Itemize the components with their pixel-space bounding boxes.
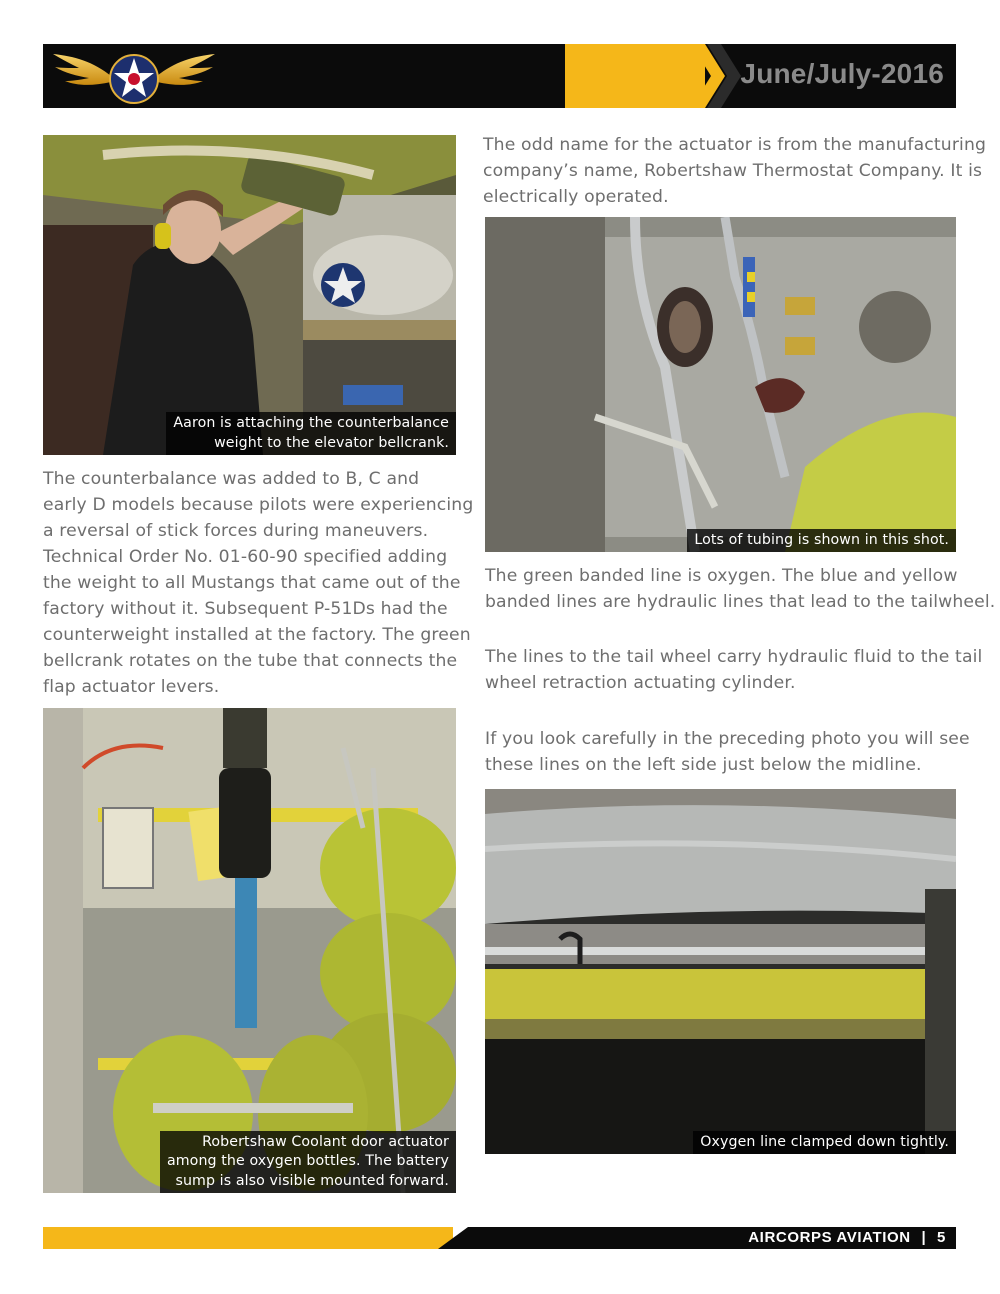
header-accent-band xyxy=(565,44,705,108)
caption-line: Oxygen line clamped down tightly. xyxy=(700,1133,949,1150)
photo-aaron-bellcrank xyxy=(43,135,456,455)
footer-accent-band xyxy=(43,1227,453,1249)
text-line: company’s name, Robertshaw Thermostat Company. It is xyxy=(483,161,983,181)
winged-star-roundel-icon xyxy=(49,46,219,106)
text-line: flap actuator levers. xyxy=(43,677,220,697)
text-line: these lines on the left side just below the midline. xyxy=(485,755,922,775)
caption-line: sump is also visible mounted forward. xyxy=(175,1172,449,1189)
text-line: banded lines are hydraulic lines that lead to the tailwheel. xyxy=(485,592,996,612)
photo-oxygen-image xyxy=(485,789,956,1154)
text-line: The odd name for the actuator is from the manufacturing xyxy=(483,135,987,155)
text-line: Technical Order No. 01-60-90 specified adding xyxy=(43,547,448,567)
photo-caption xyxy=(687,529,956,553)
caption-line: weight to the elevator bellcrank. xyxy=(214,434,449,451)
photo-oxygen-line xyxy=(485,789,956,1154)
page-header xyxy=(43,44,956,108)
photo-coolant-image xyxy=(43,708,456,1193)
text-line: electrically operated. xyxy=(483,187,669,207)
photo-caption xyxy=(160,1131,456,1194)
text-line: factory without it. Subsequent P-51Ds had the xyxy=(43,599,448,619)
tail-wheel-paragraph xyxy=(485,644,982,696)
text-line: wheel retraction actuating cylinder. xyxy=(485,673,796,693)
text-line: counterweight installed at the factory. The green xyxy=(43,625,471,645)
oxygen-line-paragraph xyxy=(485,563,995,615)
photo-tubing-image xyxy=(485,217,956,552)
text-line: early D models because pilots were experiencing xyxy=(43,495,474,515)
caption-line: Aaron is attaching the counterbalance xyxy=(173,415,449,431)
issue-date: June/July-2016 xyxy=(740,58,944,89)
photo-tubing xyxy=(485,217,956,552)
preceding-photo-paragraph xyxy=(485,726,970,778)
footer-separator: | xyxy=(921,1229,927,1246)
text-line: The green banded line is oxygen. The blue and yellow xyxy=(485,566,958,586)
text-line: a reversal of stick forces during maneuvers. xyxy=(43,521,429,541)
text-line: the weight to all Mustangs that came out of the xyxy=(43,573,461,593)
photo-caption xyxy=(166,412,456,455)
counterbalance-paragraph xyxy=(43,466,473,700)
photo-aaron-image xyxy=(43,135,456,455)
footer-label xyxy=(748,1229,946,1246)
caption-line: Lots of tubing is shown in this shot. xyxy=(694,531,949,548)
caption-line: among the oxygen bottles. The battery xyxy=(166,1153,449,1169)
photo-coolant-actuator xyxy=(43,708,456,1193)
page-number: 5 xyxy=(937,1229,946,1246)
text-line: If you look carefully in the preceding photo you will see xyxy=(485,729,970,749)
publication-name: AIRCORPS AVIATION xyxy=(748,1229,911,1246)
page-footer xyxy=(43,1227,956,1249)
caption-line: Robertshaw Coolant door actuator xyxy=(202,1133,449,1150)
intro-paragraph xyxy=(483,132,986,210)
text-line: The lines to the tail wheel carry hydraulic fluid to the tail xyxy=(485,647,983,667)
photo-caption xyxy=(693,1131,956,1155)
text-line: bellcrank rotates on the tube that connects the xyxy=(43,651,458,671)
text-line: The counterbalance was added to B, C and xyxy=(43,469,420,489)
chevron-right-icon xyxy=(691,44,741,108)
